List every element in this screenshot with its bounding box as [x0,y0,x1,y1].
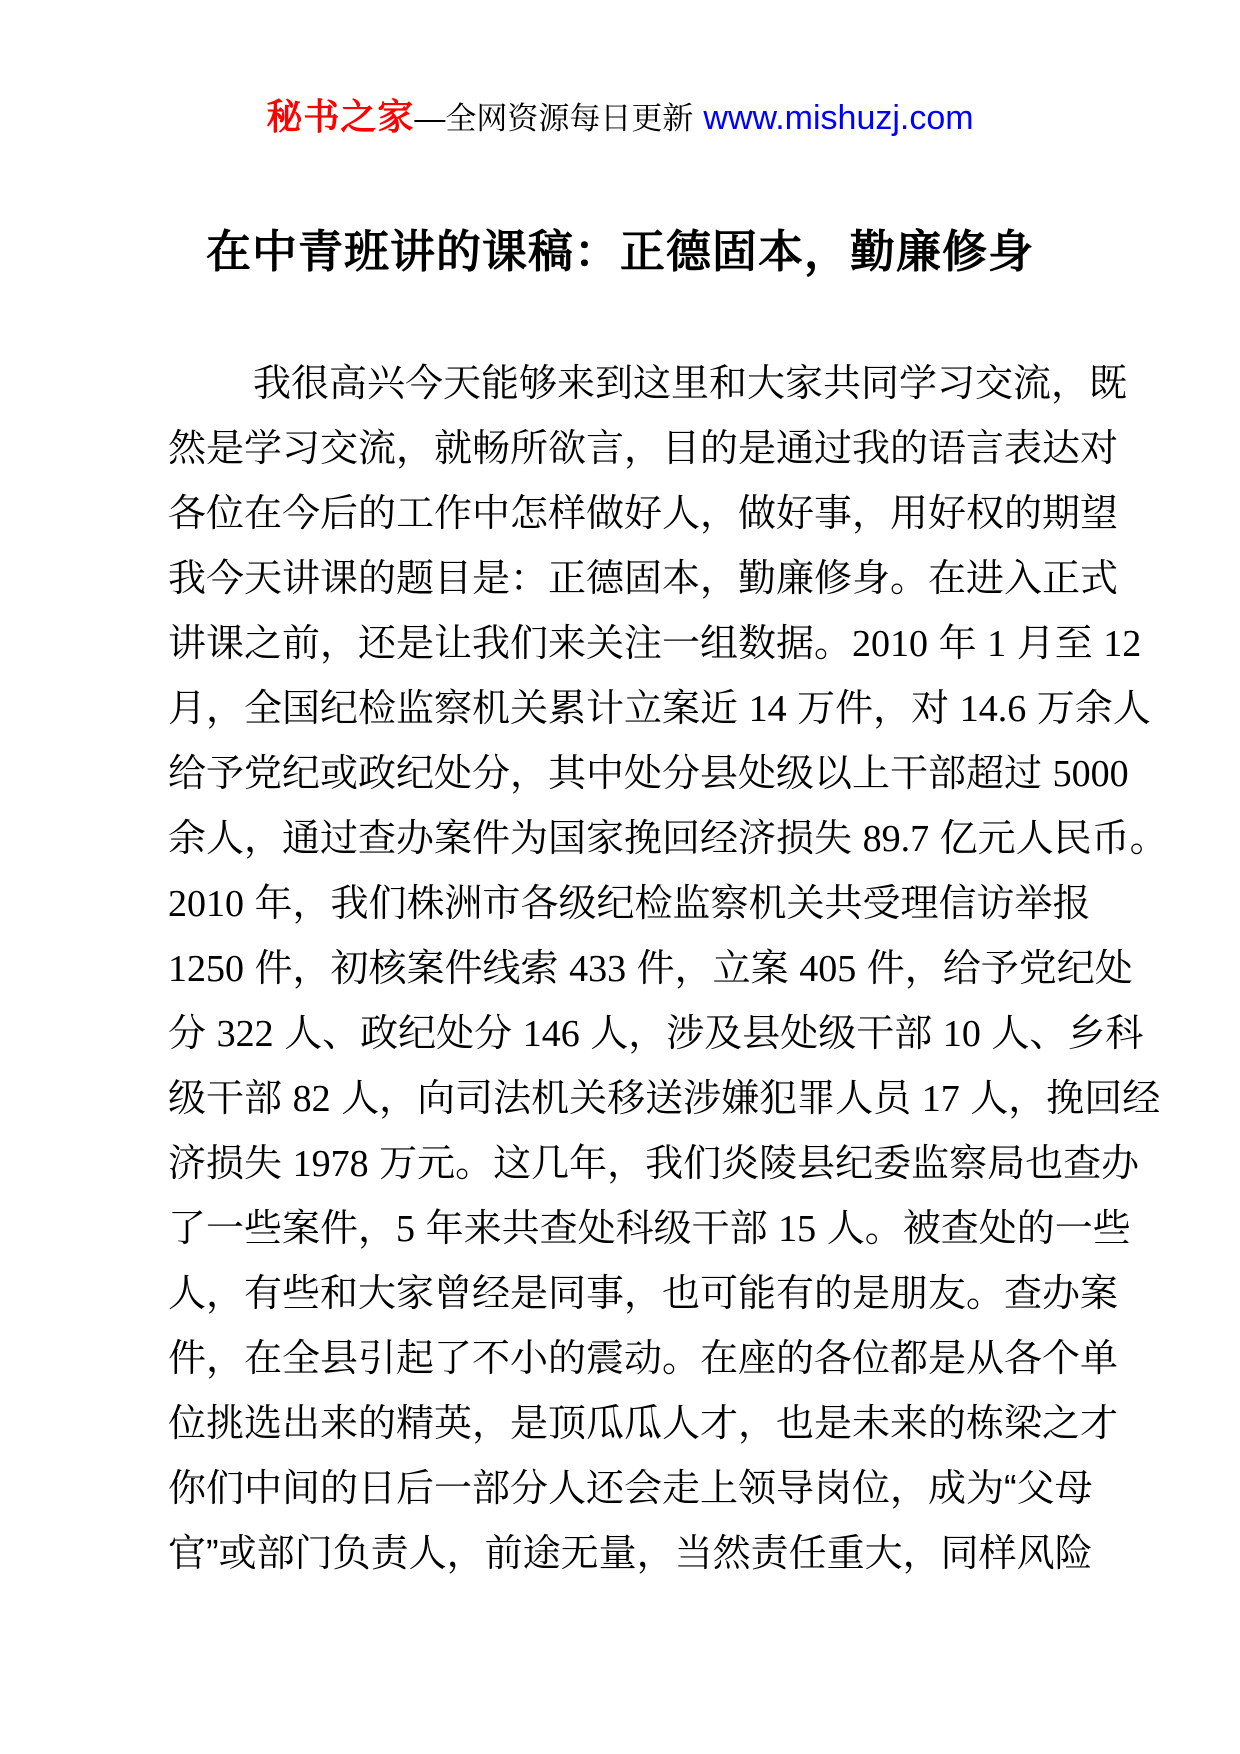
site-header [0,96,1240,138]
numeral: 89.7 [862,818,930,860]
numeral: 5 [396,1208,416,1250]
numeral: 1250 [168,948,244,990]
body-line: 然是学习交流，就畅所欲言，目的是通过我的语言表达对 [168,428,1119,470]
body-line: 讲课之前，还是让我们来关注一组数据。2010 年 1 月至 12 [168,623,1142,665]
numeral: 5000 [1052,753,1129,795]
document-title: 在中青班讲的课稿：正德固本，勤廉修身 [205,226,1034,277]
numeral: 322 [216,1013,274,1055]
numeral: 2010 [852,623,929,665]
header-url-link[interactable]: www.mishuzj.com [703,99,974,137]
body-line: 1250 件，初核案件线索 433 件，立案 405 件，给予党纪处 [168,948,1133,990]
numeral: 82 [292,1078,331,1120]
numeral: 433 [569,948,627,990]
body-line: 官”或部门负责人，前途无量，当然责任重大，同样风险 [168,1533,1093,1575]
numeral: 15 [778,1208,817,1250]
numeral: 2010 [168,883,244,925]
body-line: 我今天讲课的题目是：正德固本，勤廉修身。在进入正式 [168,558,1119,600]
site-logo-text: 秘书之家 [266,96,415,137]
numeral: 14.6 [959,688,1027,730]
body-line: 级干部 82 人，向司法机关移送涉嫌犯罪人员 17 人，挽回经 [168,1078,1161,1120]
header-dash: — [414,101,446,136]
document-body [168,352,1168,1587]
body-line: 了一些案件，5 年来共查处科级干部 15 人。被查处的一些 [168,1208,1131,1250]
body-line: 2010 年，我们株洲市各级纪检监察机关共受理信访举报 [168,883,1091,925]
numeral: 1978 [292,1143,369,1185]
numeral: 1 [987,623,1007,665]
body-line: 济损失 1978 万元。这几年，我们炎陵县纪委监察局也查办 [168,1143,1140,1185]
body-line: 月，全国纪检监察机关累计立案近 14 万件，对 14.6 万余人 [168,688,1151,730]
body-line: 位挑选出来的精英，是顶瓜瓜人才，也是未来的栋梁之才 [168,1403,1119,1445]
body-line: 各位在今后的工作中怎样做好人，做好事，用好权的期望 [168,493,1119,535]
body-line: 余人，通过查办案件为国家挽回经济损失 89.7 亿元人民币。 [168,818,1168,860]
body-line: 你们中间的日后一部分人还会走上领导岗位，成为“父母 [168,1468,1093,1510]
numeral: 17 [921,1078,960,1120]
body-line: 人，有些和大家曾经是同事，也可能有的是朋友。查办案 [168,1273,1119,1315]
numeral: 146 [522,1013,580,1055]
body-line: 分 322 人、政纪处分 146 人，涉及县处级干部 10 人、乡科 [168,1013,1144,1055]
body-line: 给予党纪或政纪处分，其中处分县处级以上干部超过 5000 [168,753,1129,795]
header-tagline: 全网资源每日更新 [445,101,694,136]
numeral: 10 [942,1013,981,1055]
numeral: 12 [1103,623,1142,665]
numeral: 405 [799,948,857,990]
numeral: 14 [748,688,787,730]
body-line: 件，在全县引起了不小的震动。在座的各位都是从各个单 [168,1338,1119,1380]
body-line: 我很高兴今天能够来到这里和大家共同学习交流，既 [253,363,1128,405]
